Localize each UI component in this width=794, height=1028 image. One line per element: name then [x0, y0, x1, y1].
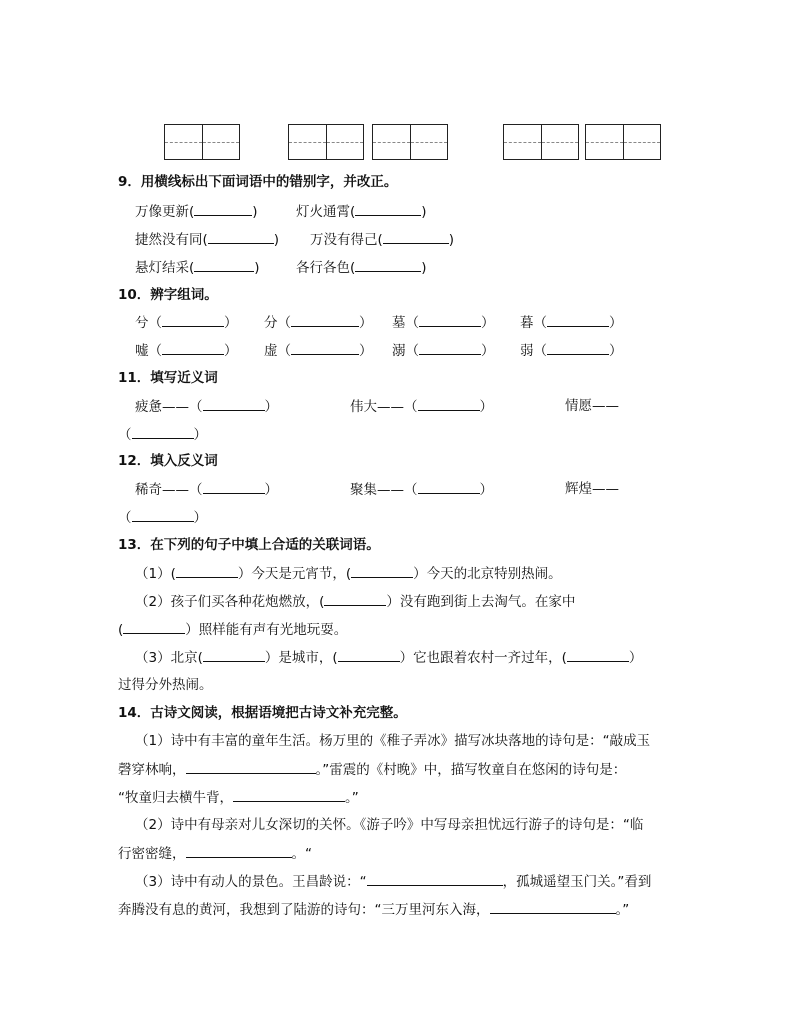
q10-item: 兮（ ）	[135, 312, 238, 333]
answer-blank[interactable]	[351, 563, 413, 578]
q13-title: 13．在下列的句子中填上合适的关联词语。	[118, 537, 380, 553]
answer-blank[interactable]	[418, 396, 480, 411]
q14-p3-line1: （3）诗中有动人的景色。王昌龄说：“ ，孤城遥望玉门关。”看到	[135, 871, 651, 892]
q14-title: 14．古诗文阅读，根据语境把古诗文补充完整。	[118, 705, 407, 721]
answer-blank[interactable]	[547, 312, 609, 327]
answer-blank[interactable]	[291, 312, 359, 327]
q10-item: 弱（ ）	[520, 340, 623, 361]
answer-blank[interactable]	[324, 591, 386, 606]
q12-item: 稀奇——（ ）	[135, 479, 278, 500]
answer-blank[interactable]	[132, 424, 194, 439]
answer-blank[interactable]	[338, 647, 400, 662]
answer-blank[interactable]	[176, 563, 238, 578]
char-grid-5[interactable]	[585, 124, 661, 160]
answer-blank[interactable]	[162, 340, 224, 355]
char-grid-4[interactable]	[503, 124, 579, 160]
answer-blank[interactable]	[203, 479, 265, 494]
answer-blank[interactable]	[355, 257, 421, 272]
q10-title: 10．辨字组词。	[118, 287, 218, 303]
answer-blank[interactable]	[383, 229, 449, 244]
q9-item: 万没有得己( )	[310, 229, 454, 250]
q13-sentence-1: （1）( ）今天是元宵节，( ）今天的北京特别热闹。	[135, 563, 562, 584]
char-grid-1[interactable]	[164, 124, 240, 160]
answer-blank[interactable]	[355, 201, 421, 216]
answer-blank[interactable]	[291, 340, 359, 355]
char-grid-3[interactable]	[372, 124, 448, 160]
answer-blank[interactable]	[367, 871, 503, 886]
q10-item: 溺（ ）	[392, 340, 495, 361]
answer-blank[interactable]	[186, 843, 292, 858]
answer-blank[interactable]	[567, 647, 629, 662]
q14-p2-line2: 行密密缝， 。“	[118, 843, 312, 864]
answer-blank[interactable]	[203, 396, 265, 411]
q13-sentence-2-cont: ( ）照样能有声有光地玩耍。	[118, 619, 347, 640]
answer-blank[interactable]	[547, 340, 609, 355]
q13-sentence-3: （3）北京( ）是城市，( ）它也跟着农村一齐过年，( ）	[135, 647, 642, 668]
q9-item: 灯火通霄( )	[296, 201, 427, 222]
q9-item: 捷然没有同( )	[135, 229, 279, 250]
q10-item: 墓（ ）	[392, 312, 495, 333]
answer-blank[interactable]	[194, 257, 254, 272]
q9-item: 万像更新( )	[135, 201, 258, 222]
q13-sentence-3-cont: 过得分外热闹。	[118, 677, 213, 693]
q9-item: 悬灯结采( )	[135, 257, 260, 278]
q14-p2-line1: （2）诗中有母亲对儿女深切的关怀。《游子吟》中写母亲担忧远行游子的诗句是：“临	[135, 817, 644, 833]
answer-blank[interactable]	[194, 201, 252, 216]
q11-item-wrap: （ ）	[118, 424, 207, 445]
q13-sentence-2: （2）孩子们买各种花炮燃放，( ）没有跑到街上去淘气。在家中	[135, 591, 575, 612]
q14-p1-line2: 磬穿林响， 。”雷震的《村晚》中，描写牧童自在悠闲的诗句是：	[118, 759, 626, 780]
q9-item: 各行各色( )	[296, 257, 427, 278]
answer-grid-row	[0, 124, 794, 162]
answer-blank[interactable]	[233, 787, 345, 802]
q14-p1-line3: “牧童归去横牛背， 。”	[118, 787, 359, 808]
q14-p1-line1: （1）诗中有丰富的童年生活。杨万里的《稚子弄冰》描写冰块落地的诗句是：“敲成玉	[135, 733, 651, 749]
answer-blank[interactable]	[208, 229, 274, 244]
q12-title: 12．填入反义词	[118, 453, 218, 469]
q14-p3-line2: 奔腾没有息的黄河，我想到了陆游的诗句：“三万里河东入海， 。”	[118, 899, 629, 920]
answer-blank[interactable]	[419, 312, 481, 327]
q11-item: 疲惫——（ ）	[135, 396, 278, 417]
answer-blank[interactable]	[418, 479, 480, 494]
answer-blank[interactable]	[123, 619, 185, 634]
answer-blank[interactable]	[132, 507, 194, 522]
q11-item: 情愿——	[565, 398, 619, 414]
q11-title: 11．填写近义词	[118, 370, 218, 386]
q10-item: 分（ ）	[264, 312, 373, 333]
q12-item: 聚集——（ ）	[350, 479, 493, 500]
q10-item: 虚（ ）	[264, 340, 373, 361]
answer-blank[interactable]	[162, 312, 224, 327]
q10-item: 嘘（ ）	[135, 340, 238, 361]
q11-item: 伟大——（ ）	[350, 396, 493, 417]
q9-title: 9．用横线标出下面词语中的错别字，并改正。	[118, 174, 398, 190]
q10-item: 暮（ ）	[520, 312, 623, 333]
char-grid-2[interactable]	[288, 124, 364, 160]
answer-blank[interactable]	[203, 647, 265, 662]
answer-blank[interactable]	[490, 899, 616, 914]
q12-item-wrap: （ ）	[118, 507, 207, 528]
answer-blank[interactable]	[186, 759, 316, 774]
answer-blank[interactable]	[419, 340, 481, 355]
q12-item: 辉煌——	[565, 481, 619, 497]
